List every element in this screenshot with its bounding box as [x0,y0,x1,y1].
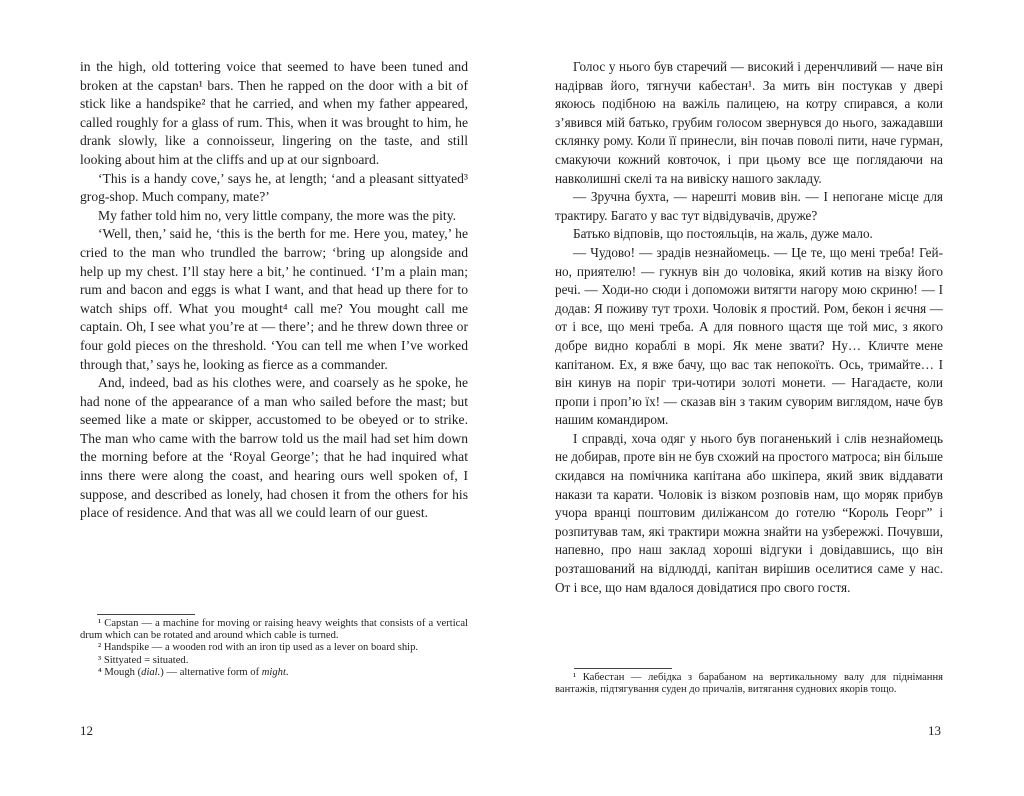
right-paragraph-2: — Зручна бухта, — нарешті мовив він. — І непогане місце для трактиру. Багато у вас тут відвідувачів, друже? [555,189,943,223]
left-paragraph-3: My father told him no, very little company, the more was the pity. [98,207,457,223]
left-footnote-rule [97,614,195,615]
right-paragraph-1: Голос у нього був старечий — високий і деренчливий — наче він надірвав його, тягнучи кабестан¹. За мить він постукав у двері якоюсь подібною на важіль палицею, на котру спирався, а коли з’явився мій батько, грубим голосом звернувся до нього, зажадавши склянку рому. Коли її принесли, він почав поволі пити, наче гурман, смакуючи кожний ковточок, і при цьому все ще поглядаючи на навколишні скелі та на вивіску нашого закладу. [555,59,943,186]
right-body-text [555,58,943,597]
left-paragraph-2: ‘This is a handy cove,’ says he, at length; ‘and a pleasant sittyated³ grog-shop. Much company, mate?’ [80,170,468,205]
footnote-4-middle: ) — alternative form of [160,666,262,678]
left-footnote-2: ² Handspike — a wooden rod with an iron tip used as a lever on board ship. [98,642,419,654]
footnote-4-prefix: ⁴ Mough ( [98,666,142,678]
left-footnotes [80,618,468,679]
left-paragraph-1: in the high, old tottering voice that seemed to have been tuned and broken at the capstan¹ bars. Then he rapped on the door with a bit of stick like a handspike² that he carried, and when my father appeared, called roughly for a glass of rum. This, when it was brought to him, he drank slowly, like a connoisseur, lingering on the taste, and still looking about him at the cliffs and up at our signboard. [80,59,468,167]
right-paragraph-4: — Чудово! — зрадів незнайомець. — Це те, що мені треба! Гей-но, приятелю! — гукнув він до чоловіка, який котив на візку його речі. — Ходи-но сюди і допоможи витягти нагору мою скриню! — І додав: Я поживу тут трохи. Чоловік я простий. Ром, бекон і яєчня — от і все, що мені треба. А для повного щастя ще той мис, з якого добре видно кораблі в морі. Як мене звати? Ну… Кличте мене капітаном. Ех, я вже бачу, що вас так непокоїть. Ось, тримайте… І він кинув на поріг три-чотири золоті монети. — Нагадаєте, коли пропи і проп’ю їх! — сказав він з таким суворим виглядом, наче був нашим командиром. [555,244,943,428]
left-footnote-1: ¹ Capstan — a machine for moving or raising heavy weights that consists of a vertical drum which can be rotated and around which cable is turned. [80,618,468,642]
right-page-number: 13 [928,723,941,738]
right-footnote-1: ¹ Кабестан — лебідка з барабаном на вертикальному валу для піднімання вантажів, підтягування суден до причалів, витягання суднових якорів тощо. [555,672,943,696]
left-page-number: 12 [80,723,93,738]
left-paragraph-5: And, indeed, bad as his clothes were, and coarsely as he spoke, he had none of the appearance of a man who sailed before the mast; but seemed like a mate or skipper, accustomed to be obeyed or to strike. The man who came with the barrow told us the mail had set him down the morning before at the ‘Royal George’; that he had inquired what inns there were along the coast, and hearing ours well spoken of, I suppose, and described as lonely, had chosen it from the others for his place of residence. And that was all we could learn of our guest. [80,375,468,521]
right-footnote-rule [574,668,672,669]
footnote-4-suffix: . [285,666,289,678]
footnote-4-dial: dial. [141,666,161,678]
right-paragraph-5: І справді, хоча одяг у нього був поганенький і слів незнайомець не добирав, проте він не був схожий на простого матроса; він більше скидався на помічника капітана або шкіпера, який звик віддавати накази та карати. Чоловік із візком розповів нам, що моряк прибув учора вранці поштовим диліжансом до готелю “Король Георг” і розпитував там, які трактири можна знайти на узбережжі. Почувши, напевно, про наш заклад хороші відгуки і довідавшись, що він розташований на відлюдді, капітан вирішив оселитися саме у нас. От і все, що нам вдалося довідатися про свого гостя. [555,430,943,595]
footnote-4-might: might [261,666,286,678]
left-paragraph-4: ‘Well, then,’ said he, ‘this is the berth for me. Here you, matey,’ he cried to the man who trundled the barrow; ‘bring up alongside and help up my chest. I’ll stay here a bit,’ he continued. ‘I’m a plain man; rum and bacon and eggs is what I want, and that head up there for to watch ships off. What you mought⁴ call me? You mought call me captain. Oh, I see what you’re at — there’; and he threw down three or four gold pieces on the threshold. ‘You can tell me when I’ve worked through that,’ says he, looking as fierce as a commander. [80,226,468,372]
right-footnotes [555,672,943,696]
right-paragraph-3: Батько відповів, що постояльців, на жаль, дуже мало. [573,226,873,242]
left-footnote-3: ³ Sittyated = situated. [98,654,189,666]
right-page [512,0,1024,796]
left-footnote-4 [80,667,468,679]
left-body-text [80,58,468,523]
